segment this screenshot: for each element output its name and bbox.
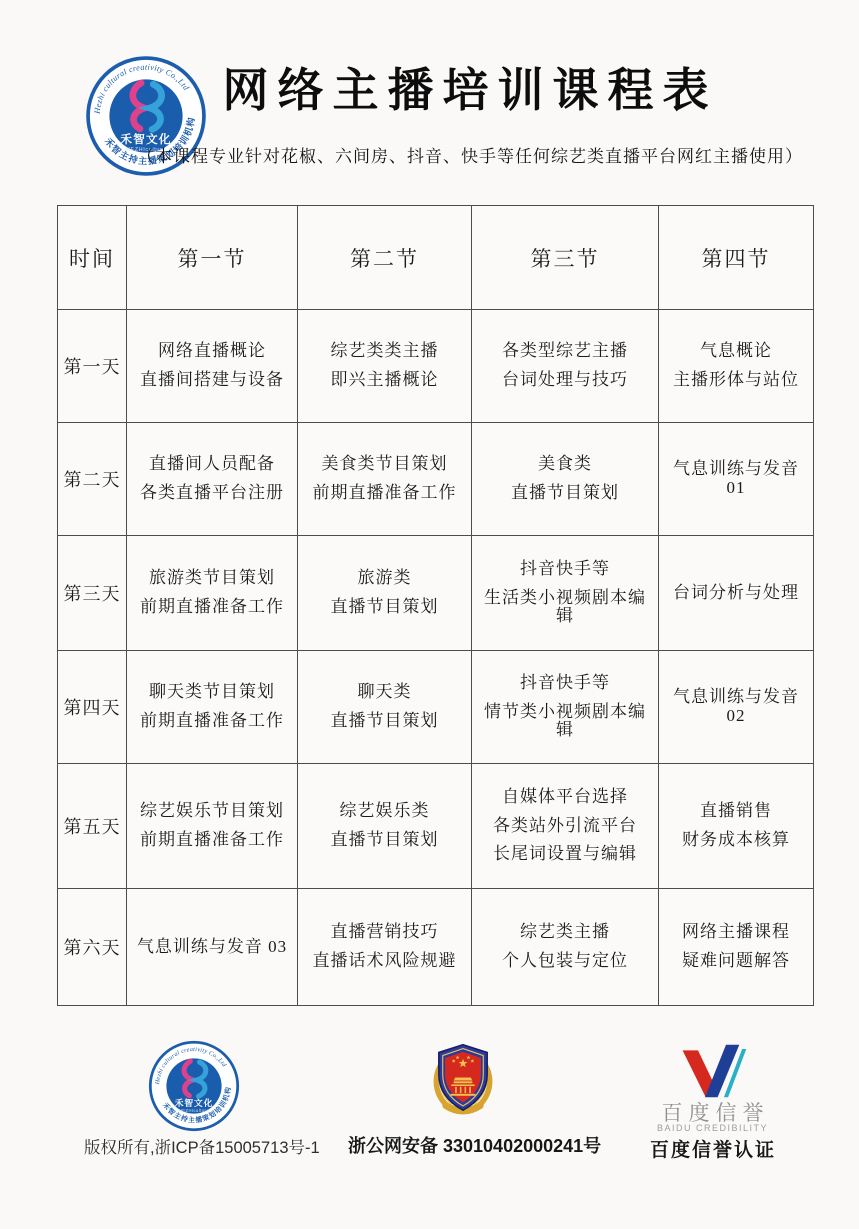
course-cell [298, 310, 472, 423]
course-cell [659, 889, 814, 1006]
column-header: 第三节 [472, 206, 659, 310]
table-row [58, 889, 814, 1006]
course-cell [127, 310, 298, 423]
course-line: 台词处理与技巧 [502, 370, 628, 389]
page-subtitle: （本课程专业针对花椒、六间房、抖音、快手等任何综艺类直播平台网红主播使用） [137, 146, 803, 166]
course-line: 各类型综艺主播 [502, 341, 628, 361]
day-label: 第五天 [58, 764, 127, 889]
course-line: 前期直播准备工作 [312, 483, 457, 502]
course-cell [127, 536, 298, 651]
column-header: 第二节 [298, 206, 472, 310]
course-line: 网络直播概论 [158, 341, 266, 361]
column-header: 时间 [58, 206, 127, 310]
table-row [58, 423, 814, 536]
course-line: 直播话术风险规避 [312, 951, 457, 970]
course-cell [298, 536, 472, 651]
course-line: 主播形体与站位 [673, 370, 799, 389]
course-line: 聊天类节目策划 [149, 682, 275, 702]
course-line: 台词分析与处理 [673, 582, 799, 602]
course-cell [472, 423, 659, 536]
header [80, 66, 859, 167]
course-cell [472, 764, 659, 889]
table-row [58, 651, 814, 764]
course-line: 旅游类 [357, 568, 412, 588]
course-line: 情节类小视频剧本编辑 [484, 701, 646, 740]
course-cell [472, 536, 659, 651]
course-line: 自媒体平台选择 [502, 786, 628, 806]
table-row [58, 310, 814, 423]
course-line: 财务成本核算 [682, 830, 790, 849]
course-line: 各类直播平台注册 [140, 483, 284, 502]
course-cell [659, 764, 814, 889]
day-label: 第二天 [58, 423, 127, 536]
course-line: 即兴主播概论 [330, 370, 439, 389]
course-line: 气息训练与发音 01 [673, 459, 799, 497]
course-line: 直播营销技巧 [330, 922, 439, 942]
course-cell [659, 310, 814, 423]
course-cell [472, 889, 659, 1006]
baidu-credibility-cn-label: 百度信誉 [661, 1102, 770, 1125]
course-line: 长尾词设置与编辑 [493, 844, 637, 864]
baidu-certification-text: 百度信誉认证 [649, 1140, 776, 1161]
course-line: 前期直播准备工作 [140, 597, 284, 616]
course-cell [472, 651, 659, 764]
police-record-text: 浙公网安备 33010402000241号 [348, 1136, 602, 1156]
course-table-body [58, 310, 814, 1006]
header-row [58, 206, 814, 310]
copyright-text: 版权所有,浙ICP备15005713号-1 [84, 1139, 320, 1157]
course-line: 旅游类节目策划 [149, 568, 275, 588]
course-line: 抖音快手等 [520, 672, 610, 692]
course-line: 前期直播准备工作 [140, 830, 284, 849]
table-row [58, 764, 814, 889]
column-header: 第四节 [659, 206, 814, 310]
course-line: 综艺类类主播 [330, 341, 439, 361]
course-line: 直播节目策划 [330, 597, 439, 616]
course-line: 疑难问题解答 [682, 951, 790, 970]
course-line: 综艺娱乐节目策划 [140, 801, 284, 821]
course-line: 直播节目策划 [330, 830, 439, 849]
course-line: 生活类小视频剧本编辑 [484, 587, 646, 626]
police-badge-icon [424, 1038, 502, 1120]
baidu-credibility-en-label: BAIDU CREDIBILITY [656, 1123, 769, 1133]
page-title: 网络主播培训课程表 [222, 65, 718, 116]
table-row [58, 536, 814, 651]
course-line: 美食类 [538, 454, 592, 474]
course-line: 个人包装与定位 [502, 951, 628, 970]
course-line: 气息训练与发音 03 [136, 936, 288, 956]
course-line: 各类站外引流平台 [493, 815, 637, 835]
day-label: 第三天 [58, 536, 127, 651]
course-line: 网络主播课程 [682, 922, 790, 942]
course-cell [659, 536, 814, 651]
day-label: 第四天 [58, 651, 127, 764]
course-cell [127, 423, 298, 536]
course-cell [659, 651, 814, 764]
baidu-credibility-icon [676, 1042, 748, 1098]
course-line: 直播销售 [700, 801, 772, 821]
course-line: 前期直播准备工作 [140, 711, 284, 730]
course-cell [127, 764, 298, 889]
course-line: 直播间搭建与设备 [140, 370, 284, 389]
course-cell [659, 423, 814, 536]
course-line: 气息概论 [700, 341, 772, 361]
course-cell [298, 764, 472, 889]
course-line: 直播间人员配备 [149, 454, 275, 474]
course-cell [298, 651, 472, 764]
course-line: 直播节目策划 [330, 711, 439, 730]
course-table [57, 205, 814, 1006]
day-label: 第六天 [58, 889, 127, 1006]
course-line: 综艺娱乐类 [339, 801, 430, 821]
course-cell [298, 423, 472, 536]
course-line: 综艺类主播 [520, 922, 610, 942]
column-header: 第一节 [127, 206, 298, 310]
day-label: 第一天 [58, 310, 127, 423]
course-line: 美食类节目策划 [321, 454, 448, 474]
course-line: 聊天类 [357, 682, 412, 702]
course-line: 抖音快手等 [520, 558, 610, 578]
course-cell [472, 310, 659, 423]
company-logo-small [148, 1040, 240, 1132]
course-cell [127, 889, 298, 1006]
course-cell [298, 889, 472, 1006]
course-line: 直播节目策划 [511, 483, 619, 502]
course-line: 气息训练与发音 02 [673, 687, 799, 725]
course-cell [127, 651, 298, 764]
course-table-head [58, 206, 814, 310]
